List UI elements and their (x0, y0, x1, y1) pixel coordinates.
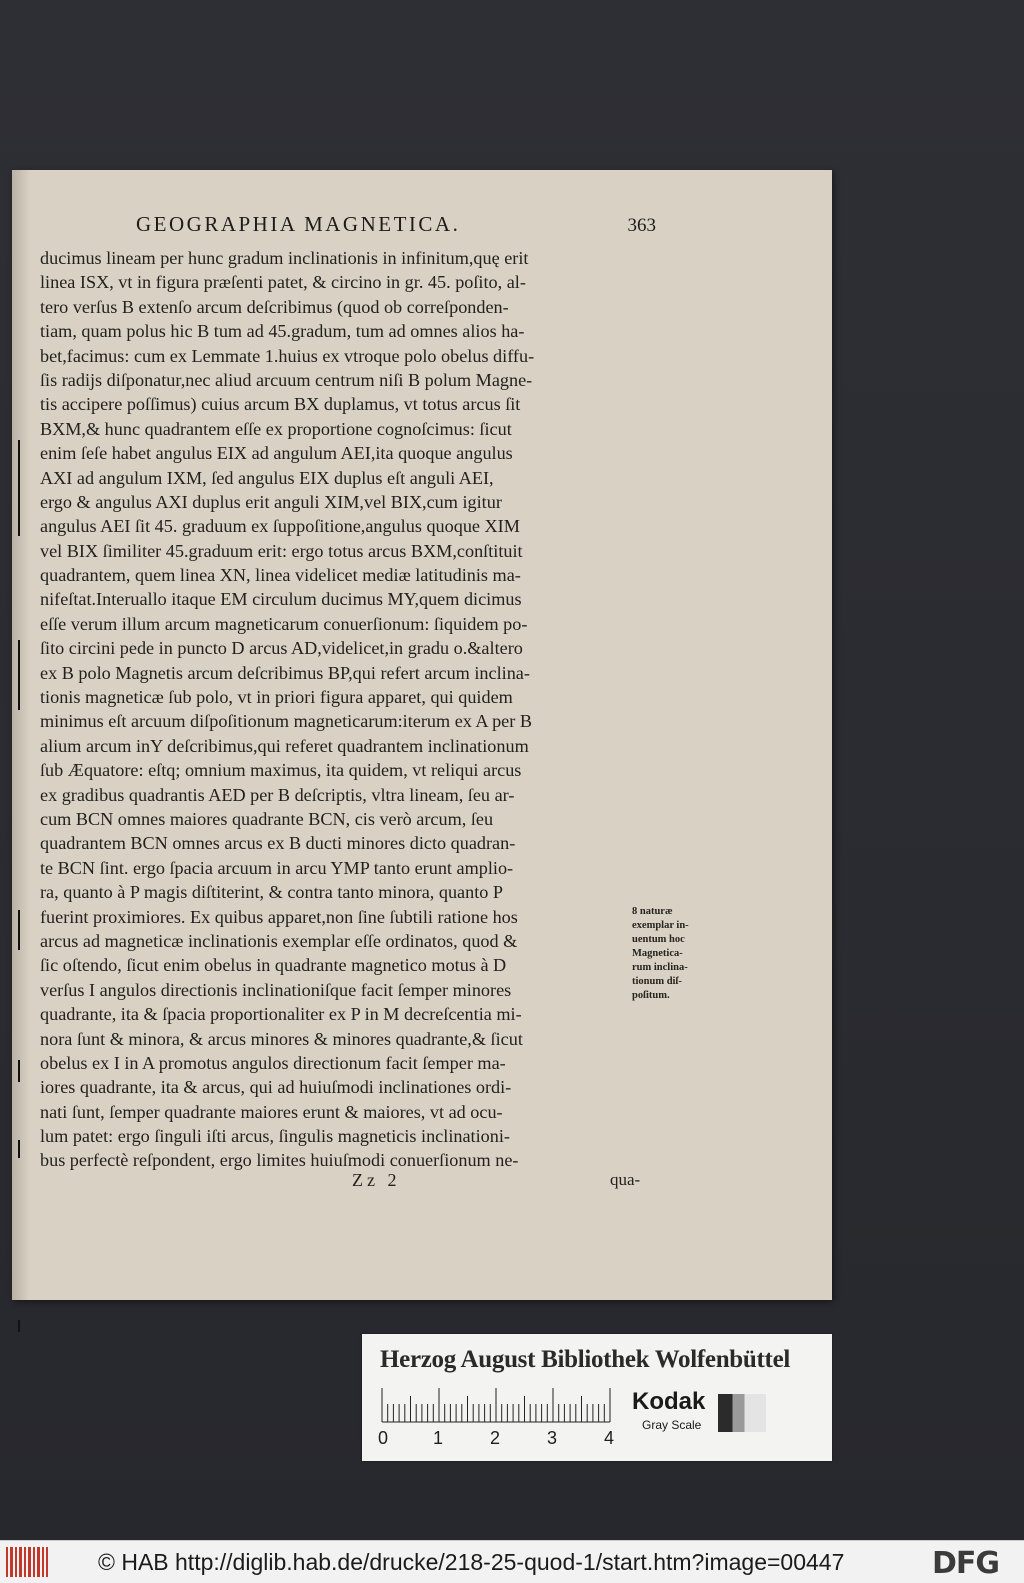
text-line: angulus AEI ſit 45. graduum ex ſuppoſitione,angulus quoque XIM (40, 516, 520, 537)
text-line: ſito circini pede in puncto D arcus AD,videlicet,in gradu o.&altero (40, 638, 523, 659)
text-line: obelus ex I in A promotus angulos directionum facit ſemper ma- (40, 1052, 506, 1073)
footer-bar (0, 1540, 1024, 1583)
text-line: bet,facimus: cum ex Lemmate 1.huius ex vtroque polo obelus diffu- (40, 345, 535, 366)
text-line: nifeſtat.Interuallo itaque EM circulum ducimus MY,quem dicimus (40, 589, 522, 610)
text-line: arcus ad magneticæ inclinationis exemplar eſſe ordinatos, quod & (40, 930, 518, 951)
catchword: qua- (610, 1170, 641, 1189)
ruler-label: 4 (604, 1428, 615, 1448)
text-line: cum BCN omnes maiores quadrante BCN, cis verò arcum, ſeu (40, 808, 494, 829)
text-line: nati ſunt, ſemper quadrante maiores erunt & maiores, vt ad ocu- (40, 1101, 503, 1122)
ruler-label: 0 (378, 1428, 389, 1448)
text-line: alium arcum inY deſcribimus,qui referet quadrantem inclinationum (40, 735, 529, 756)
ruler-ticks (380, 1386, 615, 1426)
text-line: ducimus lineam per hunc gradum inclinationis in infinitum,quę erit (40, 248, 529, 268)
text-line: ergo & angulus AXI duplus erit anguli XIM,vel BIX,cum igitur (40, 491, 502, 512)
text-line: ex gradibus quadrantis AED per B deſcriptis, vltra lineam, ſeu ar- (40, 784, 515, 805)
text-line: lum patet: ergo ſinguli iſti arcus, ſingulis magneticis inclinationi- (40, 1126, 510, 1147)
barcode-icon (6, 1547, 48, 1577)
measurement-ruler (380, 1386, 615, 1426)
text-line: bus perfectè reſpondent, ergo limites huiuſmodi conuerſionum ne- (40, 1150, 519, 1171)
text-line: verſus I angulos directionis inclinationiſque facit ſemper minores (40, 979, 512, 1000)
text-line: ſic oſtendo, ſicut enim obelus in quadrante magnetico motus à D (40, 955, 507, 976)
signature-mark: Zz 2 (352, 1170, 401, 1190)
text-line: ra, quanto à P magis diſtiterint, & contra tanto minora, quanto P (40, 882, 504, 903)
text-line: vel BIX ſimiliter 45.graduum erit: ergo totus arcus BXM,conſtituit (40, 540, 523, 561)
text-line: minimus eſt arcuum diſpoſitionum magneticarum:iterum ex A per B (40, 711, 532, 732)
text-line: BXM,& hunc quadrantem eſſe ex proportione cognoſcimus: ſicut (40, 418, 512, 439)
text-line: ex B polo Magnetis arcum deſcribimus BP,qui refert arcum inclina- (40, 662, 530, 683)
margin-note (632, 905, 732, 1003)
text-line: tis accipere poſſimus) cuius arcum BX duplamus, vt totus arcus ſit (40, 394, 521, 415)
dfg-logo: DFG (932, 1546, 1000, 1581)
text-line: nora ſunt & minora, & arcus minores & minores quadrante,& ſicut (40, 1028, 523, 1049)
margin-note-line: Magnetica- (632, 948, 683, 959)
text-line: quadrantem, quem linea XN, linea videlicet mediæ latitudinis ma- (40, 565, 521, 586)
margin-note-line: exemplar in- (632, 920, 689, 931)
ruler-label: 2 (490, 1428, 501, 1448)
ruler-label: 1 (433, 1428, 444, 1448)
text-line: tionis magneticæ ſub polo, vt in priori figura apparet, qui quidem (40, 687, 513, 708)
ruler-labels (380, 1428, 630, 1450)
text-line: quadrante, ita & ſpacia proportionaliter ex P in M decreſcentia mi- (40, 1004, 522, 1025)
text-line: quadrantem BCN omnes arcus ex B ducti minores dicto quadran- (40, 833, 516, 854)
text-line: fuerint proximiores. Ex quibus apparet,non ſine ſubtili ratione hos (40, 906, 518, 927)
text-line: ſub Æquatore: eſtq; omnium maximus, ita quidem, vt reliqui arcus (40, 760, 522, 781)
margin-note-line: uentum hoc (632, 934, 685, 945)
running-head (136, 212, 656, 242)
text-line: tiam, quam polus hic B tum ad 45.gradum, tum ad omnes alios ha- (40, 321, 525, 342)
text-line: te BCN ſint. ergo ſpacia arcuum in arcu YMP tanto erunt amplio- (40, 857, 514, 878)
margin-note-line: poſitum. (632, 990, 670, 1001)
text-line: linea ISX, vt in figura præſenti patet, & circino in gr. 45. poſito, al- (40, 272, 526, 293)
text-line: ſis radijs diſponatur,nec aliud arcuum centrum niſi B polum Magne- (40, 369, 533, 390)
footer-citation: © HAB http://diglib.hab.de/drucke/218-25-quod-1/start.htm?image=00447 (98, 1549, 845, 1575)
gray-swatch (718, 1394, 766, 1432)
book-page (12, 170, 832, 1300)
text-line: eſſe verum illum arcum magneticarum conuerſionum: ſiquidem po- (40, 613, 528, 634)
margin-note-line: tionum diſ- (632, 976, 682, 987)
library-name: Herzog August Bibliothek Wolfenbüttel (380, 1346, 791, 1373)
library-color-card (362, 1334, 832, 1461)
kodak-logo: Kodak (632, 1388, 706, 1415)
running-head-title: GEOGRAPHIA MAGNETICA. (136, 212, 461, 236)
page-edge-marks (12, 440, 26, 1360)
gray-scale-label: Gray Scale (642, 1418, 702, 1432)
ruler-label: 3 (547, 1428, 558, 1448)
margin-note-line: rum inclina- (632, 962, 688, 973)
text-line: AXI ad angulum IXM, ſed angulus EIX duplus eſt anguli AEI, (40, 467, 494, 488)
margin-note-line: 8 naturæ (632, 906, 673, 917)
text-line: enim ſeſe habet angulus EIX ad angulum AEI,ita quoque angulus (40, 443, 513, 464)
text-line: iores quadrante, ita & arcus, qui ad huiuſmodi inclinationes ordi- (40, 1077, 512, 1098)
page-number: 363 (627, 215, 656, 236)
body-text (40, 246, 655, 1173)
text-line: tero verſus B extenſo arcum deſcribimus (quod ob correſponden- (40, 296, 509, 317)
